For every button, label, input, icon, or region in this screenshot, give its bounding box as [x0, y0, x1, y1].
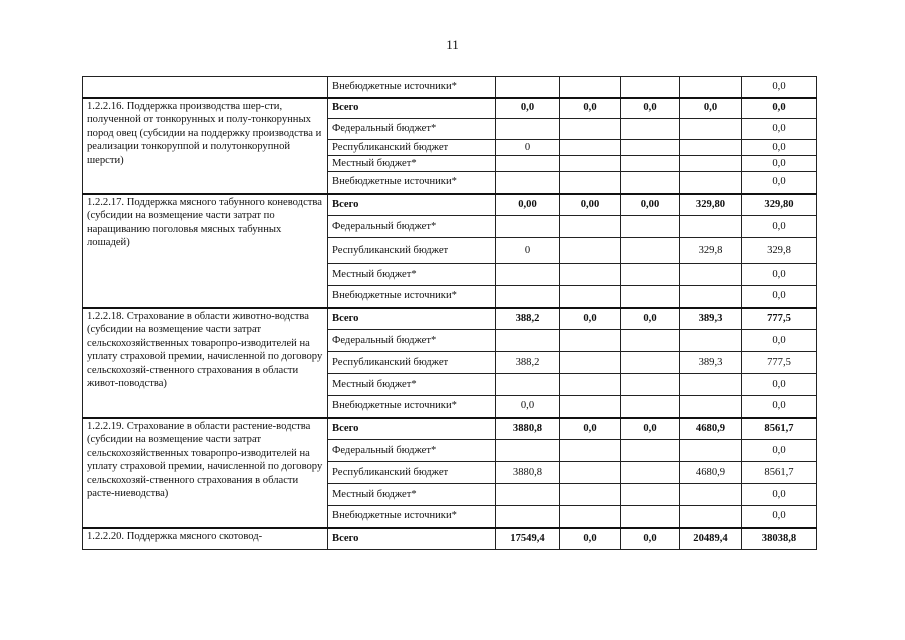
total-cell: 0,0 — [742, 506, 817, 528]
table-row — [83, 98, 817, 119]
value-cell — [680, 216, 742, 238]
value-cell: 0,00 — [560, 194, 621, 216]
value-cell — [621, 286, 680, 308]
value-cell: 0,0 — [560, 98, 621, 119]
value-cell — [621, 140, 680, 156]
value-cell — [680, 506, 742, 528]
value-cell — [560, 119, 621, 140]
total-cell: 0,0 — [742, 396, 817, 418]
funding-source-cell: Всего — [328, 308, 496, 330]
funding-source-cell: Всего — [328, 418, 496, 440]
funding-source-cell: Местный бюджет* — [328, 156, 496, 172]
value-cell — [621, 216, 680, 238]
funding-source-cell: Федеральный бюджет* — [328, 330, 496, 352]
value-cell — [496, 156, 560, 172]
funding-source-cell: Всего — [328, 98, 496, 119]
total-cell: 0,0 — [742, 98, 817, 119]
value-cell: 3880,8 — [496, 418, 560, 440]
value-cell: 388,2 — [496, 352, 560, 374]
total-cell: 8561,7 — [742, 418, 817, 440]
value-cell — [560, 330, 621, 352]
value-cell — [496, 374, 560, 396]
value-cell — [680, 140, 742, 156]
value-cell — [680, 172, 742, 194]
value-cell — [680, 286, 742, 308]
funding-source-cell: Местный бюджет* — [328, 264, 496, 286]
value-cell: 0,0 — [621, 98, 680, 119]
value-cell — [621, 440, 680, 462]
table-row — [83, 528, 817, 550]
funding-source-cell: Внебюджетные источники* — [328, 396, 496, 418]
value-cell — [496, 77, 560, 98]
value-cell: 329,80 — [680, 194, 742, 216]
value-cell — [560, 396, 621, 418]
value-cell — [496, 506, 560, 528]
funding-source-cell: Федеральный бюджет* — [328, 119, 496, 140]
funding-source-cell: Внебюджетные источники* — [328, 506, 496, 528]
total-cell: 0,0 — [742, 286, 817, 308]
total-cell: 329,8 — [742, 238, 817, 264]
funding-source-cell: Республиканский бюджет — [328, 140, 496, 156]
value-cell — [621, 172, 680, 194]
value-cell: 4680,9 — [680, 462, 742, 484]
value-cell — [621, 374, 680, 396]
value-cell — [496, 440, 560, 462]
value-cell — [560, 77, 621, 98]
value-cell: 0,00 — [621, 194, 680, 216]
value-cell — [560, 352, 621, 374]
table-row — [83, 194, 817, 216]
value-cell — [560, 264, 621, 286]
value-cell — [621, 352, 680, 374]
total-cell: 0,0 — [742, 440, 817, 462]
value-cell — [496, 119, 560, 140]
funding-source-cell: Внебюджетные источники* — [328, 172, 496, 194]
value-cell — [496, 484, 560, 506]
activity-cell: 1.2.2.16. Поддержка производства шер-сти, полученной от тонкорунных и полу-тонкорунных пород овец (субсидии на поддержку производства и реализации тонкоруппой и полутонкорупной шерсти) — [83, 98, 328, 194]
value-cell — [621, 264, 680, 286]
value-cell — [560, 156, 621, 172]
value-cell: 4680,9 — [680, 418, 742, 440]
activity-cell — [83, 77, 328, 98]
value-cell — [621, 462, 680, 484]
value-cell: 0 — [496, 140, 560, 156]
activity-cell: 1.2.2.18. Страхование в области животно-водства (субсидии на возмещение части затрат сельскохозяйственных товаропро-изводителей на уплату страховой премии, начисленной по договору сельскохозяй-ственного страхования в области живот-поводства) — [83, 308, 328, 418]
total-cell: 0,0 — [742, 140, 817, 156]
value-cell: 17549,4 — [496, 528, 560, 550]
total-cell: 0,0 — [742, 77, 817, 98]
table-row — [83, 77, 817, 98]
total-cell: 0,0 — [742, 264, 817, 286]
total-cell: 777,5 — [742, 352, 817, 374]
value-cell — [496, 264, 560, 286]
value-cell: 0,0 — [560, 308, 621, 330]
value-cell — [496, 172, 560, 194]
funding-source-cell: Федеральный бюджет* — [328, 216, 496, 238]
total-cell: 38038,8 — [742, 528, 817, 550]
value-cell — [496, 286, 560, 308]
value-cell — [621, 330, 680, 352]
funding-source-cell: Всего — [328, 194, 496, 216]
value-cell: 3880,8 — [496, 462, 560, 484]
total-cell: 0,0 — [742, 216, 817, 238]
value-cell — [560, 216, 621, 238]
funding-source-cell: Внебюджетные источники* — [328, 286, 496, 308]
funding-source-cell: Местный бюджет* — [328, 374, 496, 396]
funding-source-cell: Всего — [328, 528, 496, 550]
value-cell: 0,0 — [496, 98, 560, 119]
value-cell — [560, 440, 621, 462]
value-cell — [680, 119, 742, 140]
value-cell — [560, 506, 621, 528]
total-cell: 329,80 — [742, 194, 817, 216]
table-body — [83, 77, 817, 550]
value-cell — [680, 484, 742, 506]
value-cell — [680, 330, 742, 352]
value-cell: 0,0 — [621, 308, 680, 330]
value-cell: 0,0 — [496, 396, 560, 418]
value-cell — [621, 119, 680, 140]
value-cell: 0,00 — [496, 194, 560, 216]
value-cell — [680, 440, 742, 462]
value-cell — [496, 216, 560, 238]
value-cell — [560, 238, 621, 264]
value-cell — [621, 156, 680, 172]
value-cell: 0,0 — [680, 98, 742, 119]
total-cell: 0,0 — [742, 330, 817, 352]
funding-source-cell: Республиканский бюджет — [328, 238, 496, 264]
value-cell — [680, 156, 742, 172]
funding-source-cell: Местный бюджет* — [328, 484, 496, 506]
value-cell — [621, 506, 680, 528]
activity-cell: 1.2.2.19. Страхование в области растение-водства (субсидии на возмещение части затрат сельскохозяйственных товаропро-изводителей на уплату страховой премии, начисленной по договору сельскохозяй-ственного страхования в области расте-ниеводства) — [83, 418, 328, 528]
value-cell: 0 — [496, 238, 560, 264]
total-cell: 0,0 — [742, 119, 817, 140]
funding-source-cell: Республиканский бюджет — [328, 352, 496, 374]
total-cell: 8561,7 — [742, 462, 817, 484]
value-cell — [680, 396, 742, 418]
value-cell: 389,3 — [680, 352, 742, 374]
value-cell — [560, 286, 621, 308]
total-cell: 0,0 — [742, 484, 817, 506]
value-cell — [560, 172, 621, 194]
value-cell: 0,0 — [621, 528, 680, 550]
value-cell — [680, 77, 742, 98]
page-number: 11 — [446, 37, 459, 52]
funding-source-cell: Федеральный бюджет* — [328, 440, 496, 462]
total-cell: 0,0 — [742, 172, 817, 194]
activity-cell: 1.2.2.17. Поддержка мясного табунного коневодства (субсидии на возмещение части затрат по наращиванию поголовья мясных табунных лошадей) — [83, 194, 328, 308]
funding-source-cell: Республиканский бюджет — [328, 462, 496, 484]
value-cell: 389,3 — [680, 308, 742, 330]
value-cell — [621, 396, 680, 418]
value-cell: 0,0 — [621, 418, 680, 440]
value-cell: 388,2 — [496, 308, 560, 330]
total-cell: 0,0 — [742, 156, 817, 172]
value-cell — [496, 330, 560, 352]
value-cell — [560, 140, 621, 156]
activity-cell: 1.2.2.20. Поддержка мясного скотовод- — [83, 528, 328, 550]
value-cell — [560, 374, 621, 396]
value-cell — [560, 462, 621, 484]
table-row — [83, 418, 817, 440]
value-cell: 329,8 — [680, 238, 742, 264]
table-row — [83, 308, 817, 330]
value-cell — [680, 264, 742, 286]
value-cell — [621, 484, 680, 506]
value-cell: 0,0 — [560, 418, 621, 440]
value-cell: 20489,4 — [680, 528, 742, 550]
total-cell: 777,5 — [742, 308, 817, 330]
value-cell — [621, 77, 680, 98]
value-cell — [560, 484, 621, 506]
value-cell — [621, 238, 680, 264]
value-cell: 0,0 — [560, 528, 621, 550]
budget-table — [82, 76, 817, 550]
total-cell: 0,0 — [742, 374, 817, 396]
value-cell — [680, 374, 742, 396]
funding-source-cell: Внебюджетные источники* — [328, 77, 496, 98]
